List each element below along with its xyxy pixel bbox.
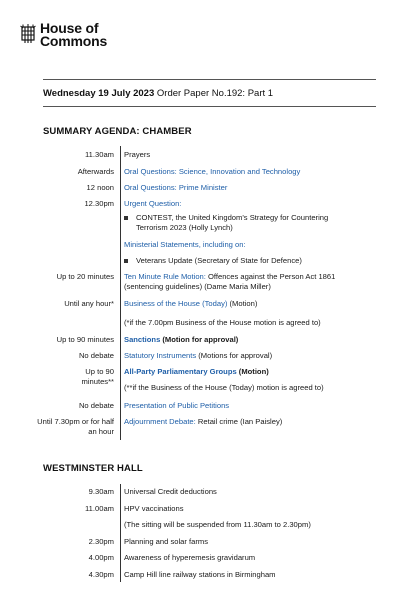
- adjournment-debate-link[interactable]: Adjournment Debate:: [124, 417, 196, 426]
- debate-title: Camp Hill line railway stations in Birmingham: [124, 570, 276, 579]
- agenda-footnote: (*if the 7.00pm Business of the House motion is agreed to): [124, 318, 321, 327]
- header-bottom-rule: [43, 106, 376, 107]
- agenda-time: 4.00pm: [88, 553, 114, 562]
- agenda-bullet-item: Veterans Update (Secretary of State for Defence): [136, 256, 302, 265]
- westminster-hall-section-title: WESTMINSTER HALL: [43, 463, 143, 474]
- agenda-bullet-item: CONTEST, the United Kingdom's Strategy for Countering Terrorism 2023 (Holly Lynch): [136, 213, 329, 232]
- chamber-column-divider: [120, 146, 121, 440]
- house-of-commons-logo: [20, 22, 107, 48]
- agenda-item: Prayers: [124, 150, 151, 159]
- agenda-time: Up to 90 minutes: [56, 335, 114, 344]
- agenda-time: 12.30pm: [84, 199, 114, 208]
- bullet-icon: [124, 259, 128, 263]
- oral-questions-pm-link[interactable]: Oral Questions: Prime Minister: [124, 183, 228, 192]
- order-paper-date: Wednesday 19 July 2023: [43, 88, 155, 99]
- agenda-item-detail: (Motion): [227, 299, 258, 308]
- debate-title: Awareness of hyperemesis gravidarum: [124, 553, 256, 562]
- agenda-time: Afterwards: [77, 167, 114, 176]
- order-paper-header: [43, 88, 273, 99]
- ministerial-statements-link[interactable]: Ministerial Statements, including on:: [124, 240, 246, 249]
- agenda-time: 2.30pm: [88, 537, 114, 546]
- statutory-instruments-link[interactable]: Statutory Instruments: [124, 351, 197, 360]
- logo-line-1: House of: [40, 20, 99, 36]
- urgent-question-link[interactable]: Urgent Question:: [124, 199, 182, 208]
- agenda-time: Up to 20 minutes: [56, 272, 114, 281]
- agenda-time: No debate: [78, 401, 114, 410]
- agenda-time: Up to 90 minutes**: [81, 367, 114, 386]
- agenda-item-detail: Offences against the Person Act 1861 (sentencing guidelines) (Dame Maria Miller): [124, 272, 336, 291]
- agenda-item-detail: Retail crime (Ian Paisley): [195, 417, 283, 426]
- order-paper-title: Order Paper No.192: Part 1: [154, 88, 274, 99]
- agenda-item-detail: (Motion): [236, 367, 269, 376]
- agenda-item-detail: (Motion for approval): [160, 335, 239, 344]
- debate-title: Planning and solar farms: [124, 537, 208, 546]
- agenda-footnote: (**if the Business of the House (Today) motion is agreed to): [124, 383, 324, 392]
- agenda-item-detail: (Motions for approval): [196, 351, 273, 360]
- portcullis-icon: [20, 24, 36, 44]
- header-top-rule: [43, 79, 376, 80]
- oral-questions-science-link[interactable]: Oral Questions: Science, Innovation and Technology: [124, 167, 301, 176]
- agenda-time: Until any hour*: [64, 299, 114, 308]
- logo-wordmark: [40, 22, 107, 48]
- agenda-time: 4.30pm: [88, 570, 114, 579]
- agenda-time: No debate: [78, 351, 114, 360]
- logo-line-2: Commons: [40, 33, 108, 49]
- public-petitions-link[interactable]: Presentation of Public Petitions: [124, 401, 230, 410]
- agenda-time: 11.30am: [85, 150, 114, 159]
- agenda-time: 12 noon: [86, 183, 114, 192]
- all-party-groups-link[interactable]: All-Party Parliamentary Groups: [124, 367, 237, 376]
- ten-minute-rule-link[interactable]: Ten Minute Rule Motion:: [124, 272, 206, 281]
- agenda-time: Until 7.30pm or for half an hour: [37, 417, 114, 436]
- agenda-footnote: (The sitting will be suspended from 11.30am to 2.30pm): [124, 520, 311, 529]
- bullet-icon: [124, 216, 128, 220]
- debate-title: Universal Credit deductions: [124, 487, 217, 496]
- agenda-time: 9.30am: [88, 487, 114, 496]
- agenda-time: 11.00am: [85, 504, 114, 513]
- sanctions-link[interactable]: Sanctions: [124, 335, 161, 344]
- chamber-section-title: SUMMARY AGENDA: CHAMBER: [43, 126, 192, 137]
- business-of-the-house-link[interactable]: Business of the House (Today): [124, 299, 228, 308]
- debate-title: HPV vaccinations: [124, 504, 184, 513]
- westminster-column-divider: [120, 484, 121, 582]
